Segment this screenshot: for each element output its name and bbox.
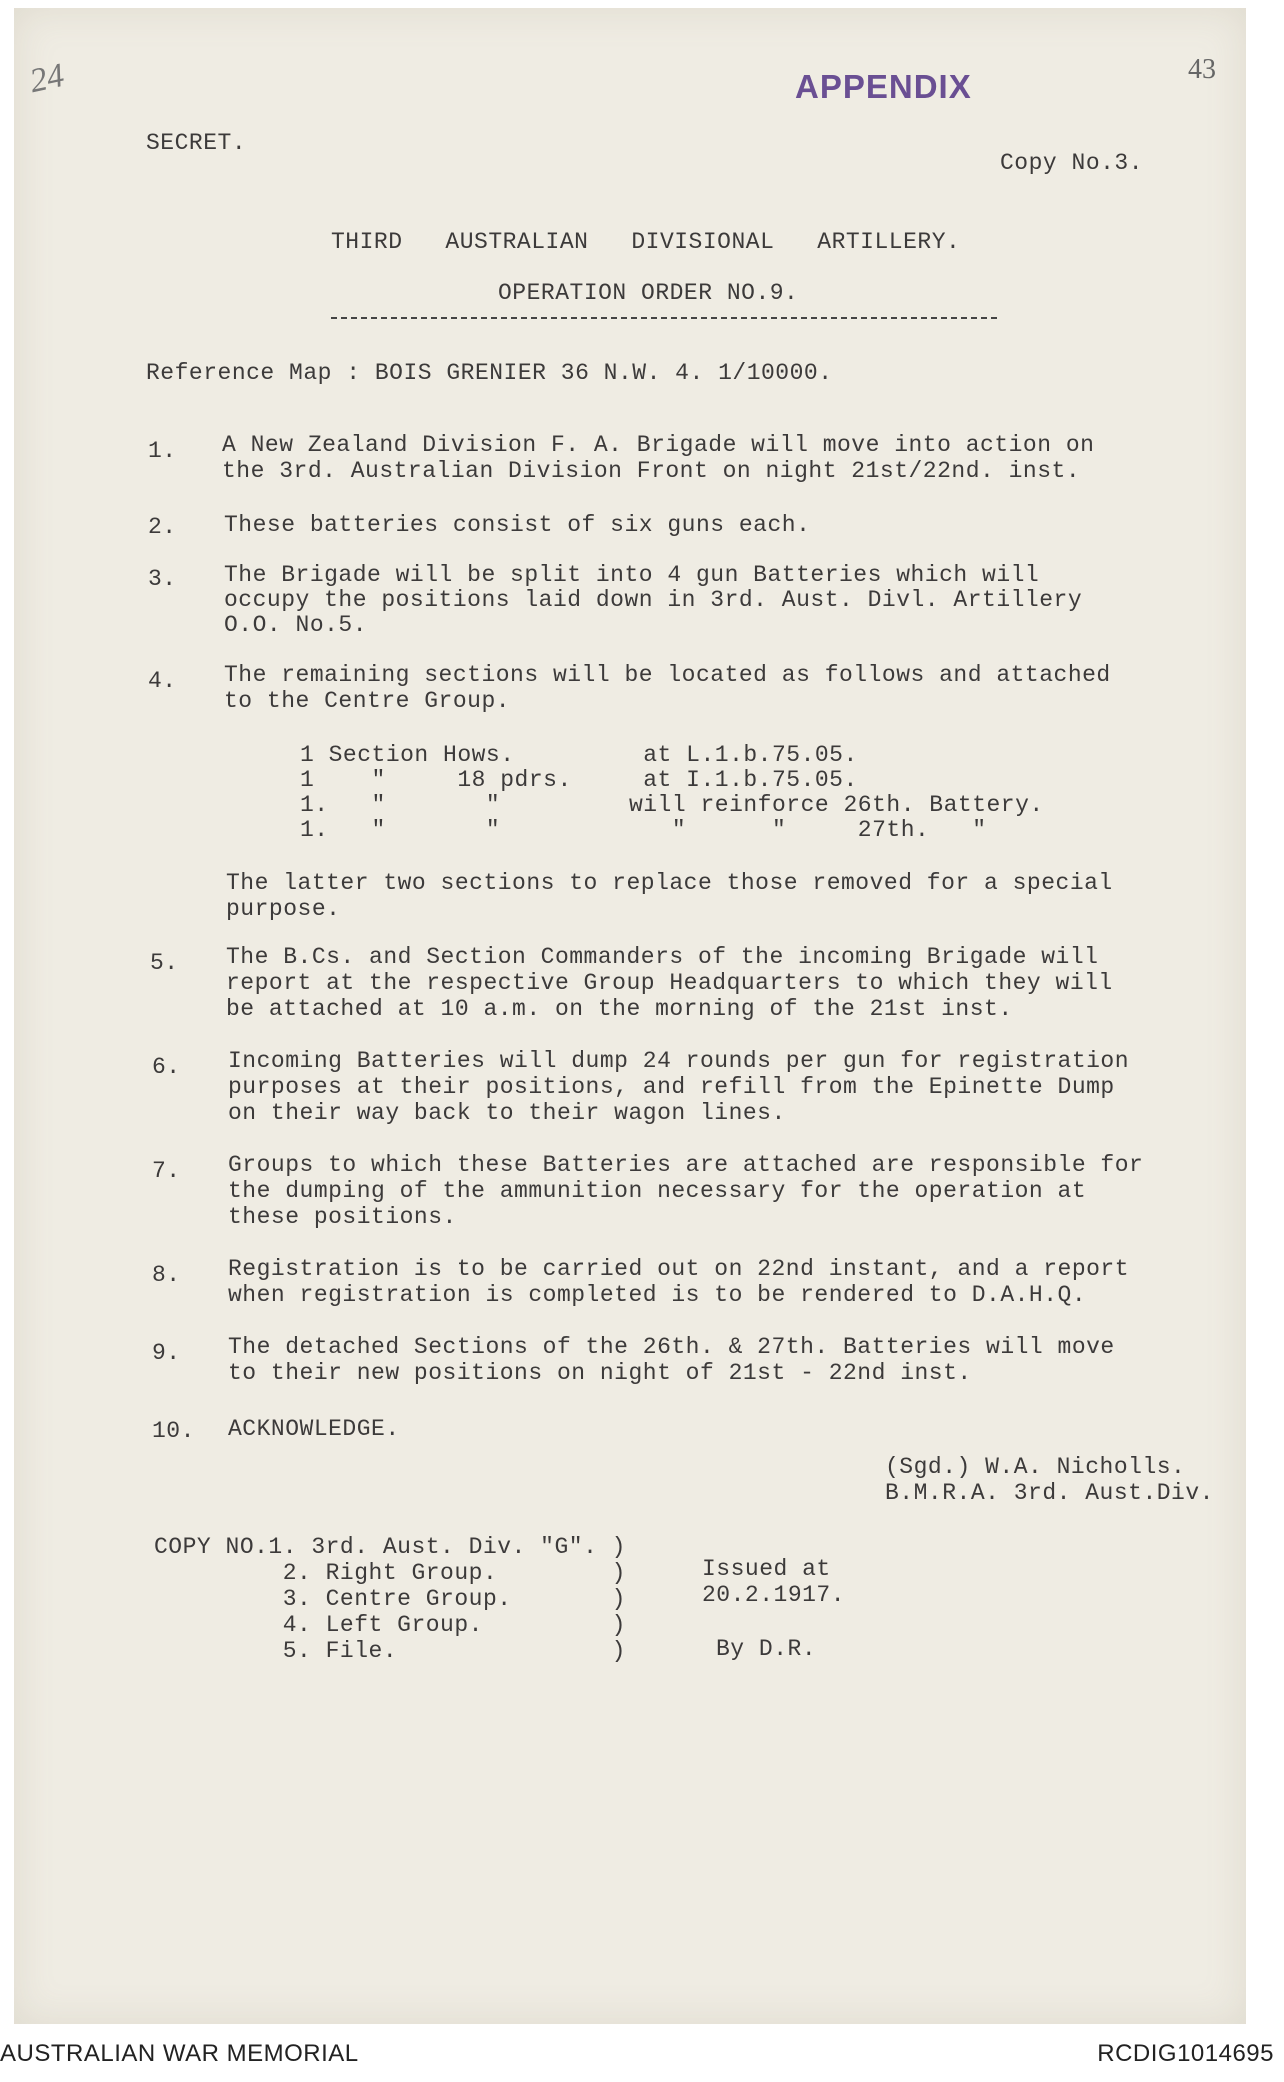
signature-name: (Sgd.) W.A. Nicholls.: [885, 1454, 1186, 1480]
paragraph-number: 5.: [150, 950, 179, 976]
footer-archive-name: AUSTRALIAN WAR MEMORIAL: [0, 2040, 359, 2067]
paragraph-line: purpose.: [226, 896, 341, 922]
section-row: 1 Section Hows. at L.1.b.75.05.: [300, 742, 858, 768]
paragraph-number: 7.: [152, 1158, 181, 1184]
paragraph-line: the dumping of the ammunition necessary for the operation at: [228, 1178, 1087, 1204]
paragraph-line: The B.Cs. and Section Commanders of the incoming Brigade will: [226, 944, 1099, 970]
margin-pencil-mark: 24: [26, 56, 68, 101]
distribution-row: COPY NO.1. 3rd. Aust. Div. "G". ): [154, 1534, 626, 1560]
paragraph-line: The Brigade will be split into 4 gun Batteries which will: [224, 562, 1040, 588]
paragraph-number: 6.: [152, 1054, 181, 1080]
paragraph-line: Groups to which these Batteries are attached are responsible for: [228, 1152, 1144, 1178]
paragraph-line: The remaining sections will be located as follows and attached: [224, 662, 1111, 688]
classification: SECRET.: [146, 130, 247, 156]
distribution-row: 2. Right Group. ): [154, 1560, 626, 1586]
copy-number: Copy No.3.: [1000, 150, 1144, 176]
paragraph-number: 10.: [152, 1418, 195, 1444]
paragraph-number: 1.: [148, 438, 177, 464]
acknowledge: ACKNOWLEDGE.: [228, 1416, 400, 1442]
paragraph-line: when registration is completed is to be rendered to D.A.H.Q.: [228, 1282, 1087, 1308]
appendix-stamp: APPENDIX: [795, 68, 972, 105]
operation-order-title: OPERATION ORDER NO.9.: [498, 280, 799, 306]
section-row: 1 " 18 pdrs. at I.1.b.75.05.: [300, 767, 858, 793]
paragraph-number: 4.: [148, 668, 177, 694]
paragraph-line: A New Zealand Division F. A. Brigade will move into action on: [222, 432, 1095, 458]
distribution-row: 4. Left Group. ): [154, 1612, 626, 1638]
issued-date: 20.2.1917.: [702, 1582, 846, 1608]
paragraph-line: These batteries consist of six guns each.: [224, 512, 811, 538]
section-row: 1. " " " " 27th. ": [300, 817, 987, 843]
paragraph-number: 2.: [148, 514, 177, 540]
paragraph-number: 9.: [152, 1340, 181, 1366]
distribution-row: 3. Centre Group. ): [154, 1586, 626, 1612]
paragraph-line: be attached at 10 a.m. on the morning of the 21st inst.: [226, 996, 1013, 1022]
document-title: THIRD AUSTRALIAN DIVISIONAL ARTILLERY.: [331, 229, 961, 255]
paragraph-number: 3.: [148, 566, 177, 592]
paragraph-line: to the Centre Group.: [224, 688, 511, 714]
paragraph-line: Registration is to be carried out on 22nd instant, and a report: [228, 1256, 1130, 1282]
paragraph-line: purposes at their positions, and refill from the Epinette Dump: [228, 1074, 1115, 1100]
title-underline: [331, 317, 997, 319]
paragraph-line: The latter two sections to replace those removed for a special: [226, 870, 1113, 896]
paragraph-line: occupy the positions laid down in 3rd. Aust. Divl. Artillery: [224, 587, 1083, 613]
reference-map: Reference Map : BOIS GRENIER 36 N.W. 4. 1/10000.: [146, 360, 833, 386]
paragraph-line: O.O. No.5.: [224, 612, 368, 638]
page-number: 43: [1188, 54, 1216, 85]
issued-label: Issued at: [702, 1556, 831, 1582]
signature-title: B.M.R.A. 3rd. Aust.Div.: [885, 1480, 1214, 1506]
section-row: 1. " " will reinforce 26th. Battery.: [300, 792, 1044, 818]
footer-record-id: RCDIG1014695: [1097, 2040, 1274, 2067]
issued-by: By D.R.: [716, 1636, 817, 1662]
paragraph-line: report at the respective Group Headquarters to which they will: [226, 970, 1113, 996]
paragraph-line: these positions.: [228, 1204, 457, 1230]
paragraph-number: 8.: [152, 1262, 181, 1288]
paragraph-line: to their new positions on night of 21st - 22nd inst.: [228, 1360, 972, 1386]
paragraph-line: the 3rd. Australian Division Front on night 21st/22nd. inst.: [222, 458, 1081, 484]
distribution-row: 5. File. ): [154, 1638, 626, 1664]
paragraph-line: Incoming Batteries will dump 24 rounds per gun for registration: [228, 1048, 1130, 1074]
paragraph-line: on their way back to their wagon lines.: [228, 1100, 786, 1126]
paragraph-line: The detached Sections of the 26th. & 27th. Batteries will move: [228, 1334, 1115, 1360]
